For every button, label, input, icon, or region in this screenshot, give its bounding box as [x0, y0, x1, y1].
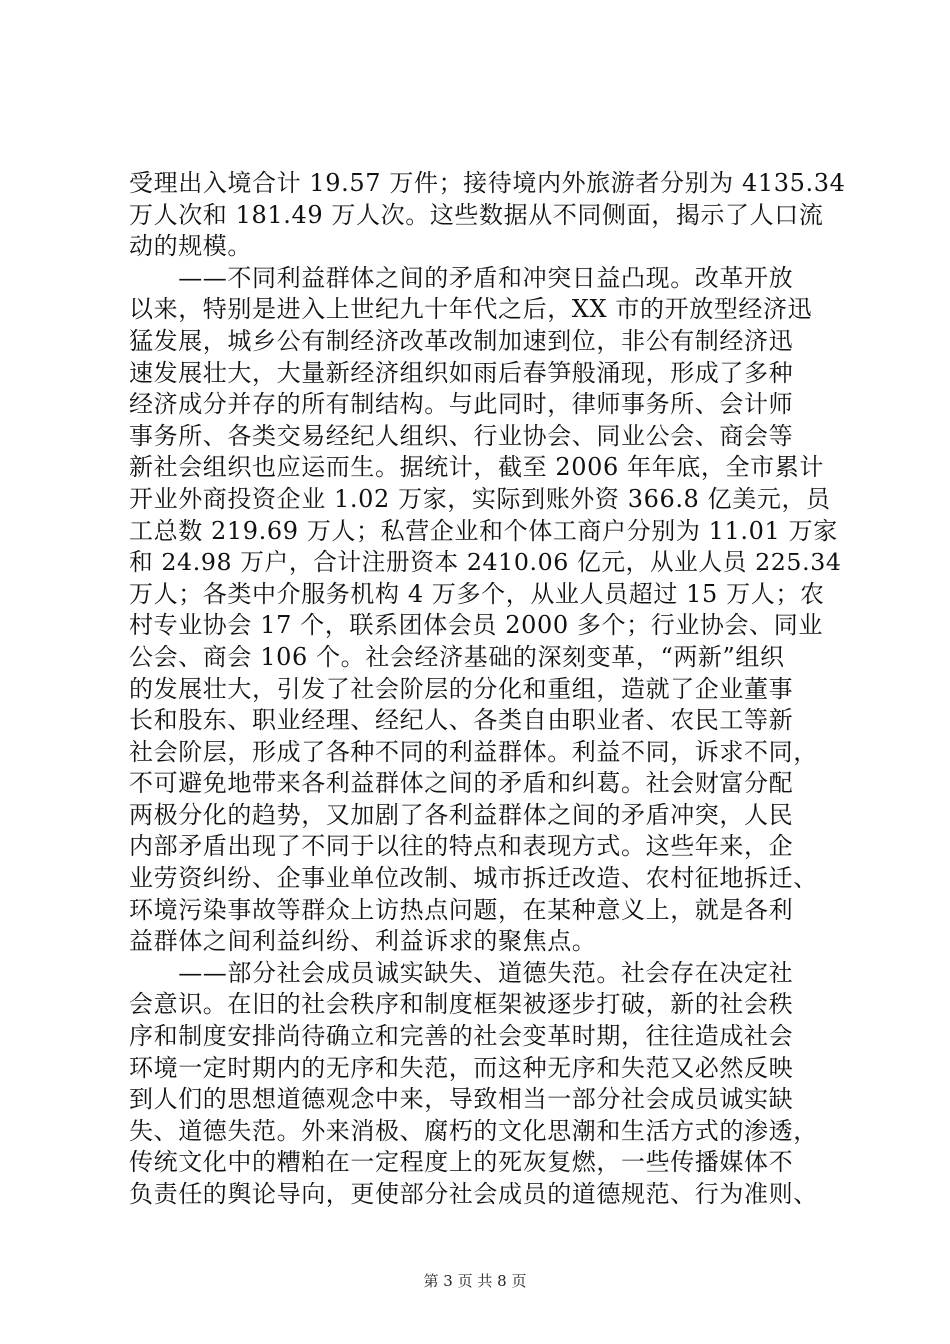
- document-body: [129, 168, 845, 1211]
- text-line: 和 24.98 万户，合计注册资本 2410.06 亿元，从业人员 225.34: [129, 548, 842, 577]
- text-line: 环境污染事故等群众上访热点问题，在某种意义上，就是各利: [129, 895, 794, 924]
- text-line: 新社会组织也应运而生。据统计，截至 2006 年年底，全市累计: [129, 453, 824, 482]
- text-line: ——不同利益群体之间的矛盾和冲突日益凸现。改革开放: [129, 263, 794, 292]
- text-line: 公会、商会 106 个。社会经济基础的深刻变革，“两新”组织: [129, 642, 785, 671]
- text-line: 到人们的思想道德观念中来，导致相当一部分社会成员诚实缺: [129, 1085, 794, 1114]
- text-line: 万人次和 181.49 万人次。这些数据从不同侧面，揭示了人口流: [129, 200, 824, 229]
- text-line: 内部矛盾出现了不同于以往的特点和表现方式。这些年来，企: [129, 832, 794, 861]
- text-line: 速发展壮大，大量新经济组织如雨后春笋般涌现，形成了多种: [129, 358, 794, 387]
- page-number-label: 第 3 页 共 8 页: [423, 1272, 527, 1290]
- page-footer: [0, 1271, 950, 1291]
- text-line: 以来，特别是进入上世纪九十年代之后，XX 市的开放型经济迅: [129, 295, 813, 324]
- text-line: 会意识。在旧的社会秩序和制度框架被逐步打破，新的社会秩: [129, 990, 794, 1019]
- text-line: 开业外商投资企业 1.02 万家，实际到账外资 366.8 亿美元，员: [129, 484, 831, 513]
- text-line: 万人；各类中介服务机构 4 万多个，从业人员超过 15 万人；农: [129, 579, 825, 608]
- text-line: 事务所、各类交易经纪人组织、行业协会、同业公会、商会等: [129, 421, 794, 450]
- text-line: 不可避免地带来各利益群体之间的矛盾和纠葛。社会财富分配: [129, 769, 794, 798]
- text-line: 序和制度安排尚待确立和完善的社会变革时期，往往造成社会: [129, 1022, 794, 1051]
- text-line: 动的规模。: [129, 232, 252, 261]
- text-line: ——部分社会成员诚实缺失、道德失范。社会存在决定社: [129, 958, 794, 987]
- text-line: 负责任的舆论导向，更使部分社会成员的道德规范、行为准则、: [129, 1180, 818, 1208]
- text-line: 猛发展，城乡公有制经济改革改制加速到位，非公有制经济迅: [129, 326, 794, 355]
- text-line: 益群体之间利益纠纷、利益诉求的聚焦点。: [129, 927, 597, 956]
- text-line: 业劳资纠纷、企事业单位改制、城市拆迁改造、农村征地拆迁、: [129, 864, 818, 893]
- text-line: 工总数 219.69 万人；私营企业和个体工商户分别为 11.01 万家: [129, 516, 838, 545]
- text-line: 的发展壮大，引发了社会阶层的分化和重组，造就了企业董事: [129, 674, 794, 703]
- text-line: 两极分化的趋势，又加剧了各利益群体之间的矛盾冲突，人民: [129, 800, 794, 829]
- text-line: 失、道德失范。外来消极、腐朽的文化思潮和生活方式的渗透，: [129, 1116, 818, 1145]
- text-line: 村专业协会 17 个，联系团体会员 2000 多个；行业协会、同业: [129, 611, 823, 640]
- text-line: 长和股东、职业经理、经纪人、各类自由职业者、农民工等新: [129, 706, 794, 735]
- text-line: 受理出入境合计 19.57 万件；接待境内外旅游者分别为 4135.34: [129, 169, 846, 197]
- text-line: 经济成分并存的所有制结构。与此同时，律师事务所、会计师: [129, 390, 794, 419]
- text-line: 传统文化中的糟粕在一定程度上的死灰复燃，一些传播媒体不: [129, 1148, 794, 1177]
- text-line: 社会阶层，形成了各种不同的利益群体。利益不同，诉求不同，: [129, 737, 818, 766]
- text-line: 环境一定时期内的无序和失范，而这种无序和失范又必然反映: [129, 1053, 794, 1082]
